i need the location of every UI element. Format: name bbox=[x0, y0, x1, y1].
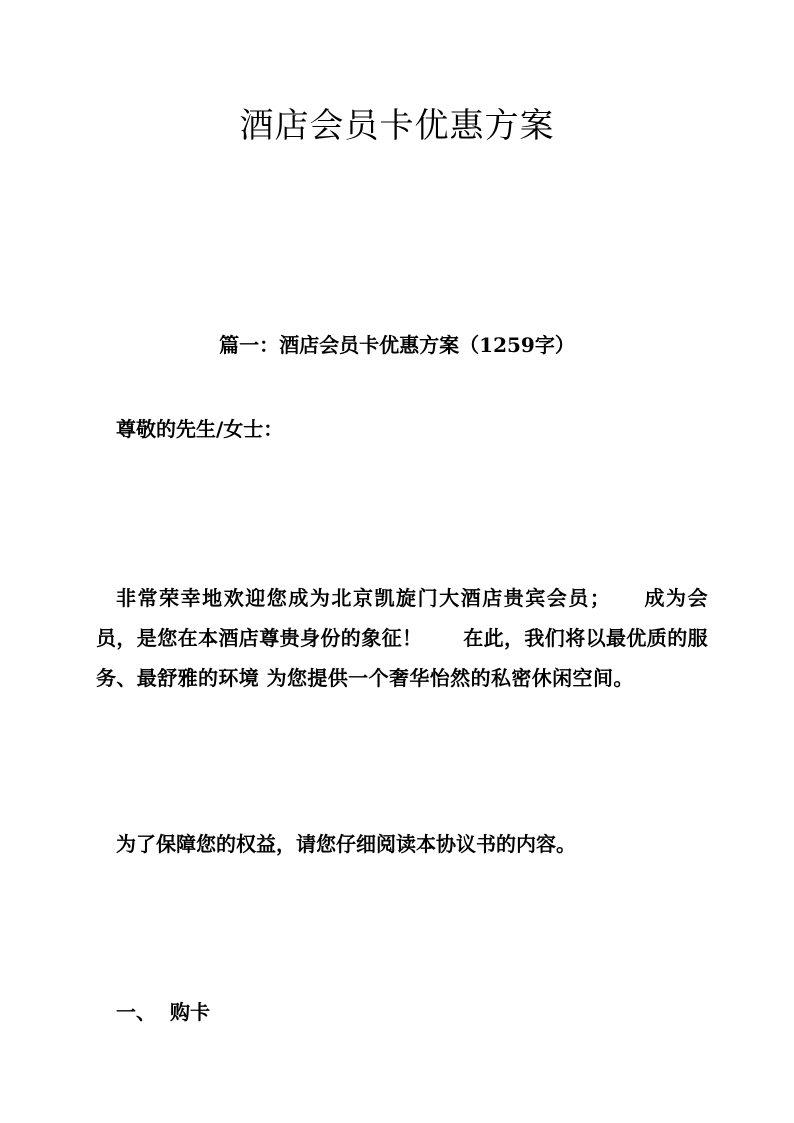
welcome-paragraph: 非常荣幸地欢迎您成为北京凯旋门大酒店贵宾会员； 成为会员，是您在本酒店尊贵身份的象征！ 在此，我们将以最优质的服务、最舒雅的环境 为您提供一个奢华怡然的私密休闲空间。 bbox=[96, 586, 708, 690]
list-item-purchase-card bbox=[116, 996, 210, 1028]
document-title: 酒店会员卡优惠方案 bbox=[239, 106, 555, 146]
list-item-text: 购卡 bbox=[170, 1000, 210, 1024]
salutation: 尊敬的先生/女士： bbox=[116, 417, 284, 441]
section-heading: 篇一：酒店会员卡优惠方案（1259字） bbox=[219, 333, 575, 357]
notice-paragraph: 为了保障您的权益，请您仔细阅读本协议书的内容。 bbox=[116, 832, 576, 856]
list-item-number: 一、 bbox=[116, 1000, 156, 1024]
